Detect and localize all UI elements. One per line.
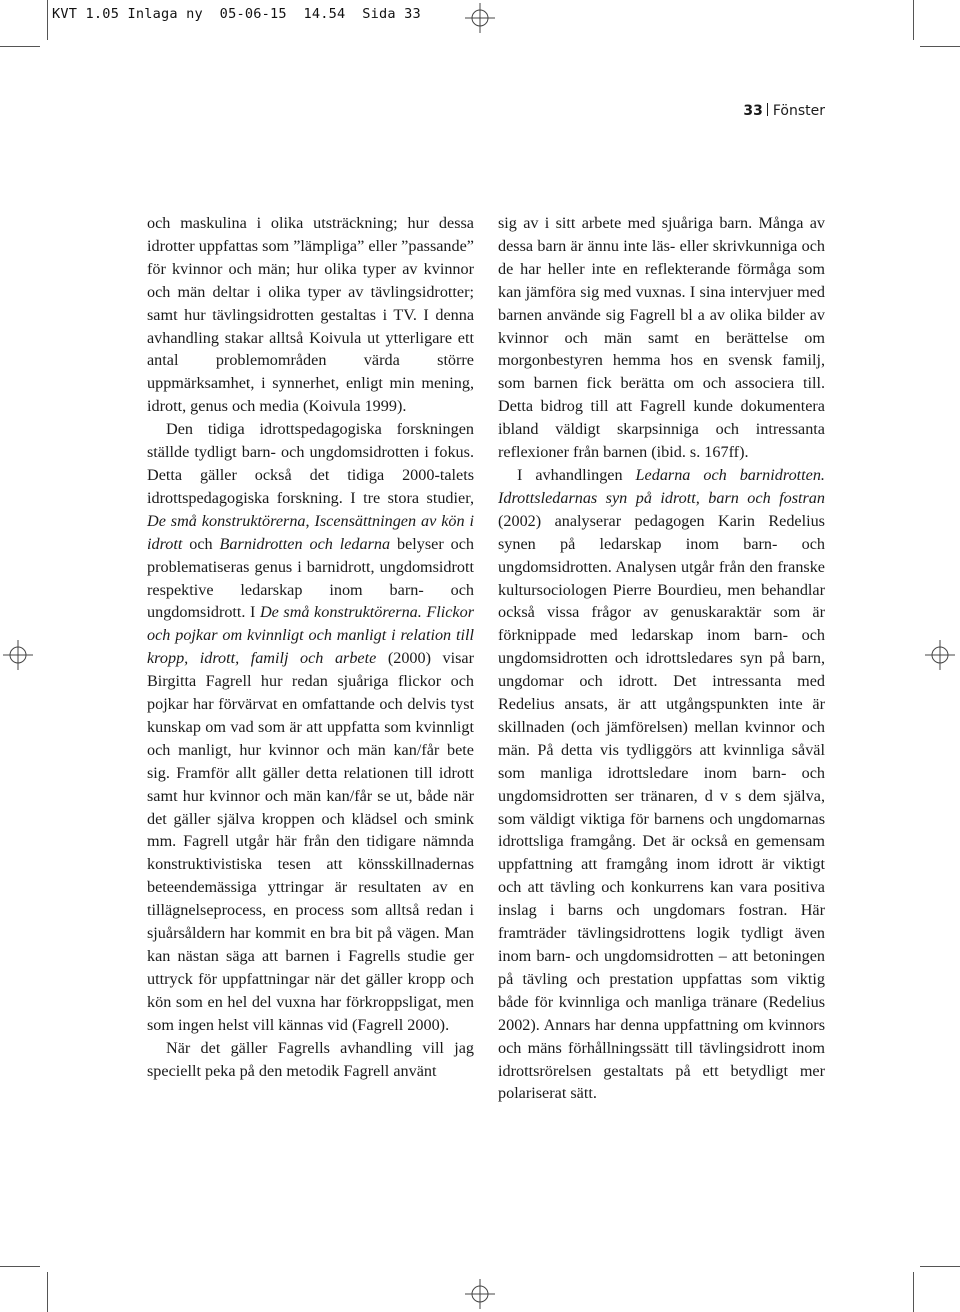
crop-mark [0, 46, 40, 47]
italic-title: De små konstruktörerna. Flickor och pojkar om kvinnligt och manligt i relation till kropp, idrott, familj och arbete [147, 603, 475, 668]
paragraph [498, 212, 825, 464]
text-run: (2000) visar Birgitta Fagrell hur redan sjuåriga flickor och pojkar har förvärvat en omfattande och delvis tyst kunskap om vad som är att uppfatta som kvinnligt och manligt, hur kvinnor och män kan/får bete sig. Framför allt gäller detta relationen till idrott samt hur kvinnor och män kan/får se ut, både när det gäller själva kroppen och klädsel och smink mm. Fagrell utgår här från den tidigare nämnda konstruktivistiska tesen att könsskillnadernas beteendemässiga yttringar är resultaten av en tillägnelseprocess, en process som alltså redan i sjuårsåldern har kommit en bra bit på vägen. Man kan nästan säga att barnen i Fagrells studie ger uttryck för uppfattningar när det gäller kropp och kön som en hel del vuxna har förkroppsligat, men som ingen helst vill kännas vid (Fagrell 2000). [147, 649, 474, 1034]
paragraph [147, 212, 474, 418]
italic-title: Ledarna och barnidrotten. Idrottsledarnas syn på idrott, barn och fostran [498, 465, 825, 507]
paragraph [147, 418, 474, 1036]
registration-mark-icon [465, 1279, 495, 1309]
registration-mark-icon [925, 640, 955, 670]
crop-mark [920, 46, 960, 47]
crop-mark [920, 1266, 960, 1267]
paragraph [498, 464, 825, 1105]
text-run: och maskulina i olika utsträckning; hur dessa idrotter uppfattas som ”lämpliga” eller ”passande” för kvinnor och män; hur olika typer av kvinnor och män deltar i olika typer av tävlingsidrotter; samt hur tävlingsidrotten gestaltas i TV. I denna avhandling stakar alltså Koivula ut ytterligare ett antal problemområden värda större uppmärksamhet, i synnerhet, enligt min mening, idrott, genus och media (Koivula 1999). [147, 214, 474, 416]
running-head-divider [767, 103, 768, 116]
crop-mark [913, 0, 914, 40]
paragraph [147, 1037, 474, 1083]
italic-title: De små konstruktörerna [147, 511, 306, 530]
text-run: belyser och problematiseras genus i barnidrott, ungdomsidrott respektive ledarskap inom barn- och ungdomsidrott. I [147, 534, 474, 622]
crop-mark [47, 1272, 48, 1312]
registration-mark-icon [465, 3, 495, 33]
section-title: Fönster [772, 103, 825, 119]
crop-mark [913, 1272, 914, 1312]
text-run: , [305, 511, 315, 530]
crop-mark [47, 0, 48, 40]
text-run: I avhandlingen [517, 465, 636, 484]
print-slug: KVT 1.05 Inlaga ny 05-06-15 14.54 Sida 33 [52, 6, 421, 22]
text-run: Den tidiga idrottspedagogiska forskningen ställde tydligt barn- och ungdomsidrotten i fokus. Detta gäller också det tidiga 2000-talets idrottspedagogiska forskning. I tre stora studier, [147, 420, 474, 507]
text-run: (2002) analyserar pedagogen Karin Redelius synen på ledarskap inom barn- och ungdomsidrotten. Analysen utgår från den franske kultursociologen Pierre Bourdieu, men behandlar också vissa frågor av genuskaraktär som är förknippade med ledarskap inom barn- och ungdomsidrotten och idrottsledares syn på barn, ungdomar och idrott. Det intressanta med Redelius ansats, är att utgångspunkten inte är skillnaden (och jämförelsen) mellan kvinnor och män. På detta vis tydliggörs att kvinnliga såväl som manliga idrottsledare inom barn- och ungdomsidrotten ser tränaren, d v s dem själva, som väldigt viktiga för barnens och ungdomarnas idrottsliga framgång. Det är också en gemensam uppfattning att framgång inom idrott är viktigt och att tävling och konkurrens kan vara positiva inslag i barns och ungdomars fostran. Här framträder tävlingsidrottens logik tydligt även inom barn- och ungdomsidrotten – att betoningen på tävling och prestation uppfattas som viktig både för kvinnliga och manliga tränare (Redelius 2002). Annars har denna uppfattning om kvinnors och mäns förhållningssätt till tävlingsidrott inom idrottsrörelsen gestaltats på ett betydligt mer polariserat sätt. [498, 511, 825, 1103]
text-run: När det gäller Fagrells avhandling vill jag speciellt peka på den metodik Fagrell använt [147, 1038, 474, 1080]
text-run: och [182, 534, 220, 553]
text-run: sig av i sitt arbete med sjuåriga barn. Många av dessa barn är ännu inte läs- eller skrivkunniga och de har heller inte en reflekterande förmåga som kan jämföra sig med vuxnas. I sina intervjuer med barnen använde sig Fagrell bl a av olika bilder av kvinnor och män samt en berättelse om morgonbestyren hemma hos en svensk familj, som barnen fick berätta om och associera till. Detta bidrog till att Fagrell kunde dokumentera ibland väldigt skarpsinniga och intressanta reflexioner från barnen (ibid. s. 167ff). [498, 214, 825, 462]
right-column [498, 212, 825, 1105]
crop-mark [0, 1266, 40, 1267]
left-column [147, 212, 474, 1082]
italic-title: Iscensättningen av kön i idrott [147, 511, 474, 553]
page-number: 33 [743, 103, 763, 119]
running-head [743, 103, 825, 119]
registration-mark-icon [3, 640, 33, 670]
italic-title: Barnidrotten och ledarna [219, 534, 391, 553]
